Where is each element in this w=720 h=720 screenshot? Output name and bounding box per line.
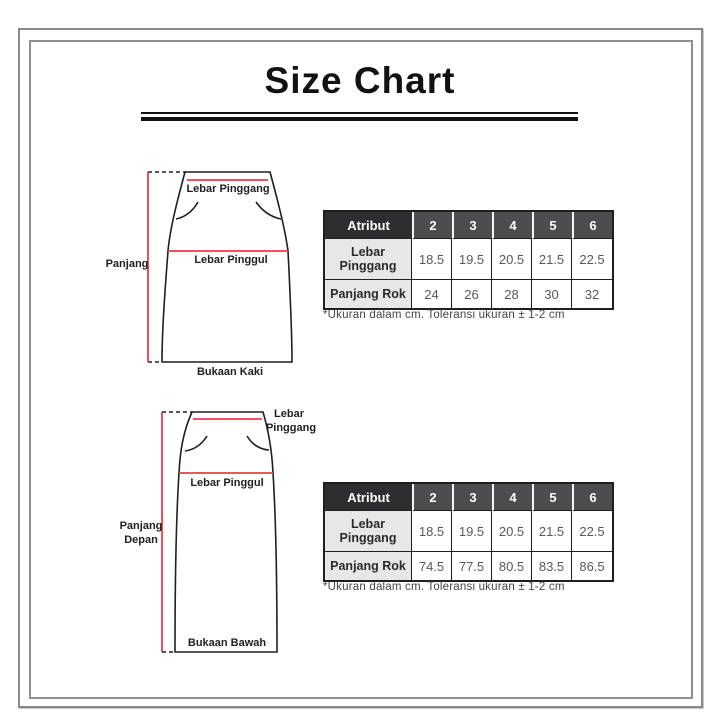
table-row [325,280,612,308]
header-cell-size: 6 [572,212,612,239]
hip-label: Lebar Pinggul [194,254,268,266]
value-cell: 30 [532,280,572,308]
header-cell-size: 2 [412,212,452,239]
table-header-row [325,484,612,511]
value-cell: 83.5 [532,552,572,580]
value-cell: 74.5 [412,552,452,580]
value-cell: 32 [572,280,612,308]
row-label: Panjang Rok [325,280,412,308]
value-cell: 18.5 [412,511,452,552]
title-rule-thin [141,112,578,114]
value-cell: 21.5 [532,511,572,552]
value-cell: 18.5 [412,239,452,280]
table-footnote: *Ukuran dalam cm. Toleransi ukuran ± 1-2 cm [323,309,565,321]
table-footnote: *Ukuran dalam cm. Toleransi ukuran ± 1-2 cm [323,581,565,593]
header-cell-size: 4 [492,484,532,511]
value-cell: 20.5 [492,239,532,280]
header-cell-atribut: Atribut [325,212,412,239]
table-row [325,552,612,580]
value-cell: 21.5 [532,239,572,280]
value-cell: 24 [412,280,452,308]
value-cell: 77.5 [452,552,492,580]
header-cell-size: 5 [532,212,572,239]
header-cell-size: 3 [452,484,492,511]
row-label: Lebar Pinggang [325,511,412,552]
short-skirt-outline [162,172,292,362]
short-skirt-diagram [100,160,320,385]
value-cell: 22.5 [572,511,612,552]
value-cell: 22.5 [572,239,612,280]
header-cell-size: 3 [452,212,492,239]
row-label: Lebar Pinggang [325,239,412,280]
size-table-long-skirt [323,482,614,582]
table-row [325,511,612,552]
table-header-row [325,212,612,239]
long-skirt-diagram [100,400,330,665]
value-cell: 28 [492,280,532,308]
value-cell: 86.5 [572,552,612,580]
header-cell-atribut: Atribut [325,484,412,511]
page-title: Size Chart [264,60,456,101]
header-cell-size: 4 [492,212,532,239]
hem-label: Bukaan Bawah [187,637,267,649]
row-label: Panjang Rok [325,552,412,580]
length-label: Panjang [105,258,149,270]
table-row [325,239,612,280]
header-cell-size: 5 [532,484,572,511]
waist-label: Lebar Pinggang [186,183,270,195]
value-cell: 80.5 [492,552,532,580]
value-cell: 19.5 [452,511,492,552]
waist-label-line2: Pinggang [265,422,317,434]
length-label-line2: Depan [124,534,158,546]
header-cell-size: 2 [412,484,452,511]
hem-label: Bukaan Kaki [196,366,264,378]
waist-label-line1: Lebar [274,408,304,420]
value-cell: 20.5 [492,511,532,552]
title-rule-thick [141,117,578,121]
header-cell-size: 6 [572,484,612,511]
hip-label: Lebar Pinggul [190,477,264,489]
value-cell: 26 [452,280,492,308]
size-table-short-skirt [323,210,614,310]
length-label-line1: Panjang [119,520,163,532]
value-cell: 19.5 [452,239,492,280]
